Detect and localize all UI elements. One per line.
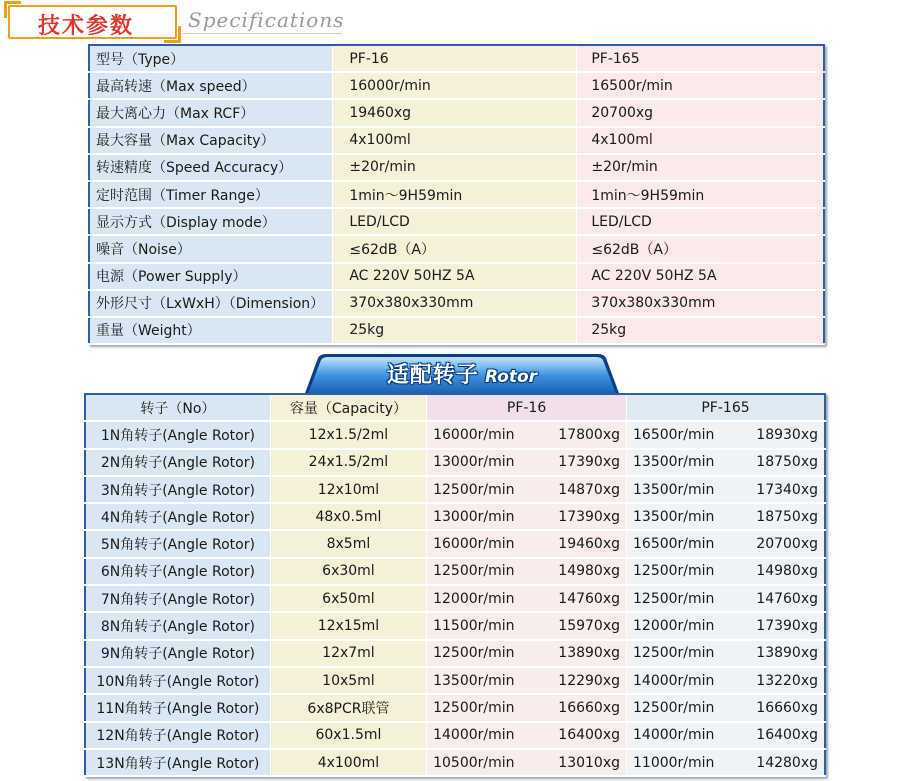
spec-label: 最高转速（Max speed） (89, 72, 333, 99)
rotor-row (85, 585, 825, 612)
spec-value-pf16: 1min～9H59min (333, 181, 577, 208)
speed-value: 12500r/min (433, 481, 515, 498)
rcf-value: 16400xg (756, 727, 818, 744)
spec-row (89, 181, 824, 208)
spec-value-pf16: 19460xg (333, 99, 577, 126)
rcf-value: 17390xg (756, 618, 818, 635)
spec-label: 最大容量（Max Capacity） (89, 127, 333, 154)
divider (182, 33, 342, 34)
section-title: 技术参数 (38, 14, 135, 39)
rotor-row (85, 667, 825, 694)
speed-value: 10500r/min (433, 754, 515, 771)
speed-value: 12500r/min (433, 645, 515, 662)
rcf-value: 14280xg (756, 754, 818, 771)
header-frame (8, 5, 177, 39)
pf165-cell (627, 694, 825, 721)
pf165-cell (627, 585, 825, 612)
speed-value: 12000r/min (633, 618, 715, 635)
rcf-value: 19460xg (558, 536, 621, 553)
spec-value-pf16: PF-16 (333, 45, 577, 72)
spec-value-pf16: 16000r/min (333, 72, 577, 99)
rotor-name: 8N角转子(Angle Rotor) (85, 612, 270, 639)
speed-value: 12500r/min (633, 590, 715, 607)
corner-ornament-icon (4, 1, 21, 18)
rcf-value: 14870xg (558, 481, 621, 498)
spec-label: 最大离心力（Max RCF） (89, 99, 333, 126)
speed-value: 12500r/min (633, 699, 715, 716)
spec-value-pf16: ±20r/min (333, 154, 577, 181)
spec-label: 电源（Power Supply） (89, 263, 333, 290)
rcf-value: 13220xg (756, 672, 818, 689)
header-pf16: PF-16 (427, 394, 627, 421)
banner-label (300, 358, 624, 389)
rotor-capacity: 6x8PCR联管 (270, 694, 426, 721)
speed-value: 16500r/min (633, 536, 715, 553)
rcf-value: 16400xg (558, 727, 621, 744)
rcf-value: 15970xg (558, 618, 621, 635)
rotor-capacity: 12x1.5/2ml (270, 421, 426, 448)
rotor-capacity: 6x30ml (270, 558, 426, 585)
pf16-cell (427, 640, 627, 667)
rcf-value: 20700xg (756, 536, 818, 553)
pf165-cell (627, 558, 825, 585)
pf165-cell (627, 476, 825, 503)
rotor-row (85, 612, 825, 639)
rotor-capacity: 48x0.5ml (270, 503, 426, 530)
rcf-value: 16660xg (756, 699, 818, 716)
spec-row (89, 45, 824, 72)
spec-value-pf16: ≤62dB（A） (333, 235, 577, 262)
rotor-name: 12N角转子(Angle Rotor) (85, 722, 270, 749)
pf16-cell (427, 558, 627, 585)
pf165-cell (627, 612, 825, 639)
spec-label: 转速精度（Speed Accuracy） (89, 154, 333, 181)
section-header (8, 5, 728, 37)
rcf-value: 14980xg (558, 563, 621, 580)
spec-row (89, 317, 824, 344)
spec-label: 显示方式（Display mode） (89, 208, 333, 235)
pf16-cell (427, 612, 627, 639)
pf16-cell (427, 749, 627, 776)
rotor-name: 10N角转子(Angle Rotor) (85, 667, 270, 694)
spec-label: 噪音（Noise） (89, 235, 333, 262)
spec-row (89, 290, 824, 317)
spec-value-pf165: 25kg (577, 317, 824, 344)
rcf-value: 13890xg (756, 645, 818, 662)
rotor-body (85, 421, 825, 776)
speed-value: 13500r/min (633, 454, 715, 471)
rcf-value: 17390xg (558, 508, 621, 525)
spec-value-pf165: LED/LCD (577, 208, 824, 235)
pf16-cell (427, 585, 627, 612)
spec-value-pf165: ≤62dB（A） (577, 235, 824, 262)
rcf-value: 18750xg (756, 454, 818, 471)
pf165-cell (627, 530, 825, 557)
speed-value: 13500r/min (633, 508, 715, 525)
spec-value-pf165: AC 220V 50HZ 5A (577, 263, 824, 290)
rotor-capacity: 12x7ml (270, 640, 426, 667)
speed-value: 16000r/min (433, 536, 515, 553)
rotor-row (85, 421, 825, 448)
rcf-value: 17340xg (756, 481, 818, 498)
rcf-value: 13010xg (558, 754, 621, 771)
spec-label: 外形尺寸（LxWxH）（Dimension） (89, 290, 333, 317)
banner-title-cn: 适配转子 (386, 363, 479, 388)
rcf-value: 13890xg (558, 645, 621, 662)
speed-value: 13500r/min (633, 481, 715, 498)
rotor-capacity: 60x1.5ml (270, 722, 426, 749)
rotor-name: 13N角转子(Angle Rotor) (85, 749, 270, 776)
spec-value-pf165: PF-165 (577, 45, 824, 72)
spec-row (89, 72, 824, 99)
speed-value: 16500r/min (633, 426, 715, 443)
rotor-capacity: 4x100ml (270, 749, 426, 776)
rotor-name: 5N角转子(Angle Rotor) (85, 530, 270, 557)
spec-value-pf165: 16500r/min (577, 72, 824, 99)
rotor-capacity: 12x10ml (270, 476, 426, 503)
rotor-capacity: 24x1.5/2ml (270, 449, 426, 476)
pf165-cell (627, 449, 825, 476)
spec-value-pf16: AC 220V 50HZ 5A (333, 263, 577, 290)
rcf-value: 12290xg (558, 672, 621, 689)
speed-value: 12500r/min (433, 699, 515, 716)
rotor-name: 6N角转子(Angle Rotor) (85, 558, 270, 585)
pf165-cell (627, 421, 825, 448)
rotor-name: 2N角转子(Angle Rotor) (85, 449, 270, 476)
rcf-value: 14980xg (756, 563, 818, 580)
spec-value-pf165: 1min～9H59min (577, 181, 824, 208)
rotor-capacity: 12x15ml (270, 612, 426, 639)
rotor-row (85, 558, 825, 585)
spec-value-pf16: 370x380x330mm (333, 290, 577, 317)
speed-value: 13000r/min (433, 508, 515, 525)
spec-value-pf165: 4x100ml (577, 127, 824, 154)
rotor-row (85, 449, 825, 476)
header-capacity: 容量（Capacity） (270, 394, 426, 421)
header-rotor-no: 转子（No） (85, 394, 270, 421)
rcf-value: 18750xg (756, 508, 818, 525)
spec-label: 型号（Type） (89, 45, 333, 72)
pf16-cell (427, 722, 627, 749)
rcf-value: 14760xg (558, 590, 621, 607)
section-subtitle: Specifications (188, 8, 345, 32)
rotor-row (85, 694, 825, 721)
spec-row (89, 154, 824, 181)
rotor-name: 11N角转子(Angle Rotor) (85, 694, 270, 721)
rotor-row (85, 530, 825, 557)
spec-row (89, 127, 824, 154)
rotor-name: 9N角转子(Angle Rotor) (85, 640, 270, 667)
pf165-cell (627, 722, 825, 749)
spec-row (89, 208, 824, 235)
rotor-header-row (85, 394, 825, 421)
spec-row (89, 263, 824, 290)
pf16-cell (427, 503, 627, 530)
pf165-cell (627, 749, 825, 776)
rotor-capacity: 8x5ml (270, 530, 426, 557)
speed-value: 16000r/min (433, 426, 515, 443)
pf16-cell (427, 667, 627, 694)
speed-value: 12500r/min (633, 563, 715, 580)
rotor-row (85, 503, 825, 530)
rotor-name: 1N角转子(Angle Rotor) (85, 421, 270, 448)
speed-value: 11000r/min (633, 754, 715, 771)
pf16-cell (427, 449, 627, 476)
speed-value: 13500r/min (433, 672, 515, 689)
spec-value-pf165: ±20r/min (577, 154, 824, 181)
pf16-cell (427, 476, 627, 503)
pf165-cell (627, 503, 825, 530)
rotor-row (85, 476, 825, 503)
speed-value: 12500r/min (633, 645, 715, 662)
spec-value-pf165: 370x380x330mm (577, 290, 824, 317)
banner-title-en: Rotor (484, 367, 538, 387)
corner-ornament-icon (164, 26, 181, 43)
rotor-row (85, 722, 825, 749)
rotor-table (84, 393, 826, 777)
rotor-name: 4N角转子(Angle Rotor) (85, 503, 270, 530)
spec-value-pf165: 20700xg (577, 99, 824, 126)
rcf-value: 17800xg (558, 426, 621, 443)
spec-label: 定时范围（Timer Range） (89, 181, 333, 208)
specifications-table (88, 44, 825, 345)
speed-value: 14000r/min (633, 672, 715, 689)
pf16-cell (427, 421, 627, 448)
rcf-value: 18930xg (756, 426, 818, 443)
pf165-cell (627, 640, 825, 667)
pf165-cell (627, 667, 825, 694)
specifications-body (89, 45, 824, 344)
spec-value-pf16: LED/LCD (333, 208, 577, 235)
speed-value: 14000r/min (633, 727, 715, 744)
rotor-row (85, 749, 825, 776)
spec-value-pf16: 4x100ml (333, 127, 577, 154)
spec-value-pf16: 25kg (333, 317, 577, 344)
speed-value: 12000r/min (433, 590, 515, 607)
rotor-capacity: 6x50ml (270, 585, 426, 612)
rotor-name: 3N角转子(Angle Rotor) (85, 476, 270, 503)
rotor-name: 7N角转子(Angle Rotor) (85, 585, 270, 612)
spec-row (89, 235, 824, 262)
rotor-banner (300, 352, 624, 398)
speed-value: 13000r/min (433, 454, 515, 471)
spec-row (89, 99, 824, 126)
speed-value: 11500r/min (433, 618, 515, 635)
pf16-cell (427, 530, 627, 557)
rotor-row (85, 640, 825, 667)
spec-label: 重量（Weight） (89, 317, 333, 344)
rcf-value: 14760xg (756, 590, 818, 607)
rcf-value: 17390xg (558, 454, 621, 471)
rotor-capacity: 10x5ml (270, 667, 426, 694)
rcf-value: 16660xg (558, 699, 621, 716)
pf16-cell (427, 694, 627, 721)
header-pf165: PF-165 (627, 394, 825, 421)
speed-value: 12500r/min (433, 563, 515, 580)
speed-value: 14000r/min (433, 727, 515, 744)
